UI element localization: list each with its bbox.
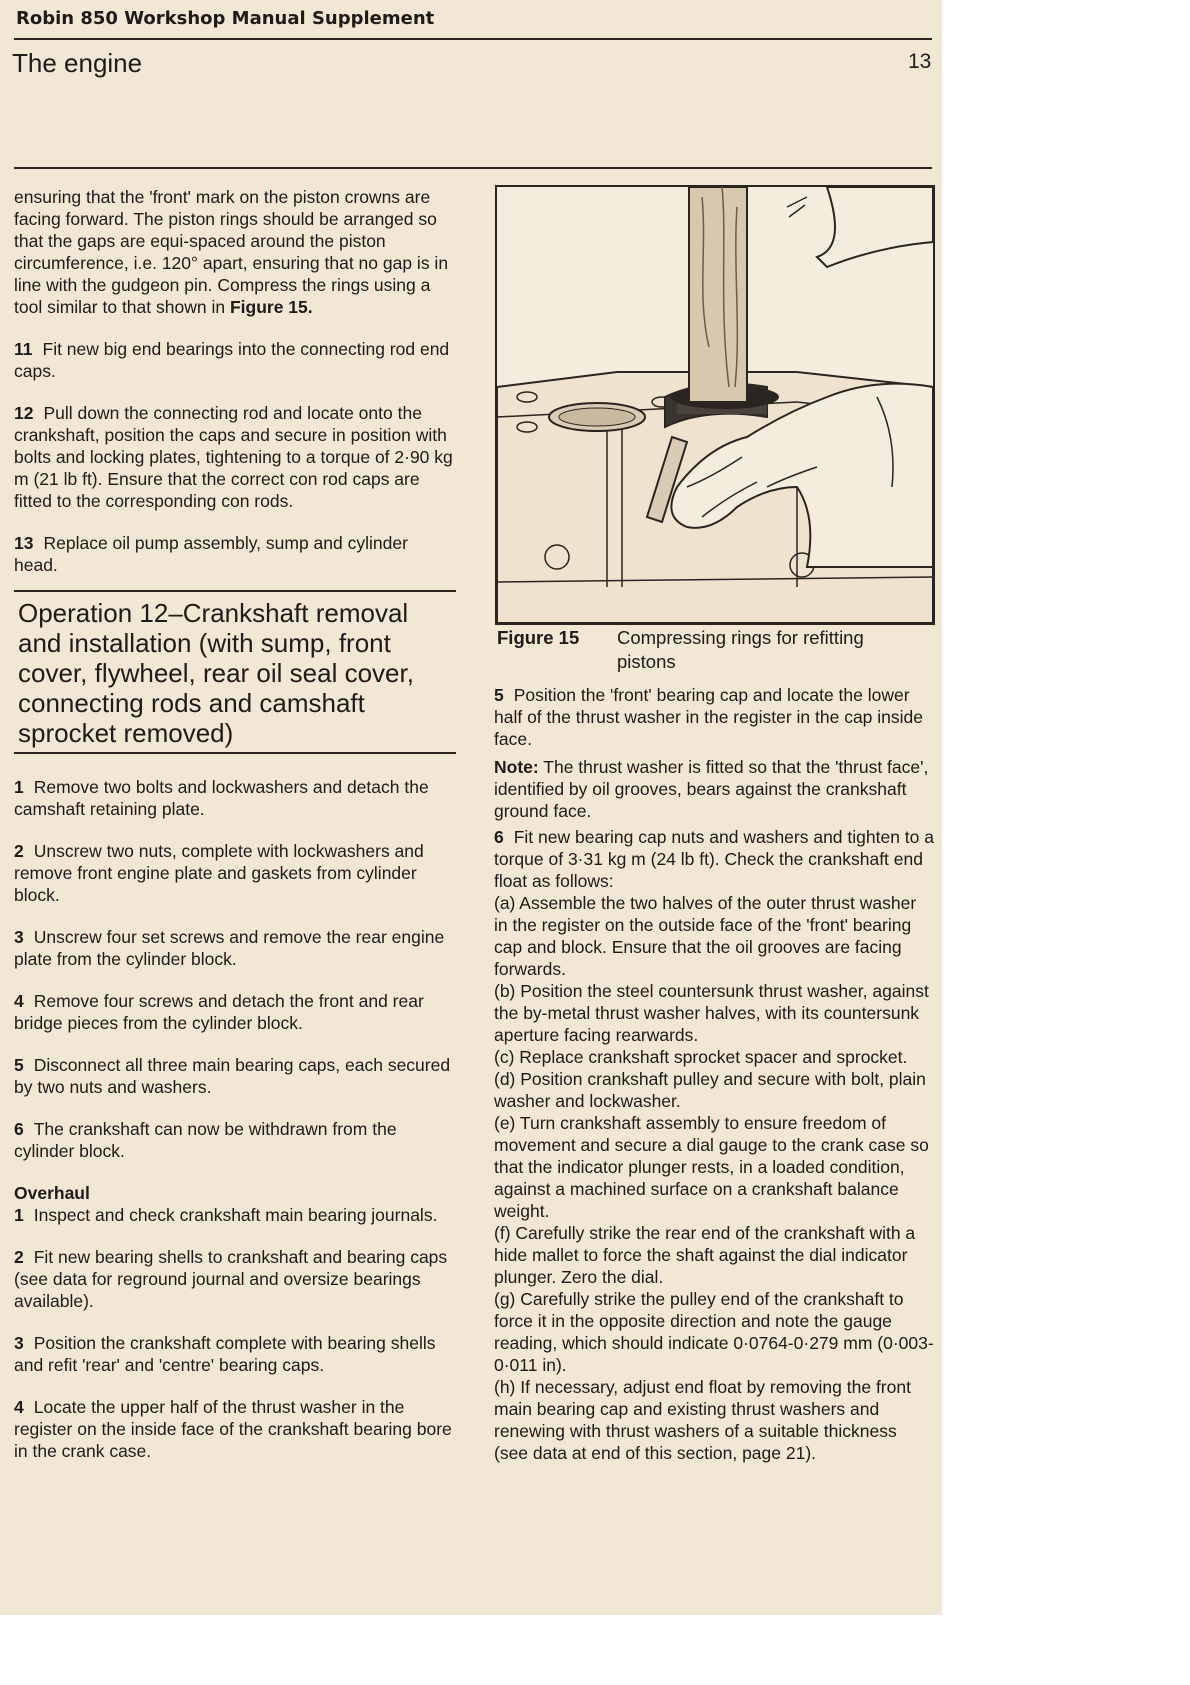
op-step-6: 6 The crankshaft can now be withdrawn from the cylinder block.: [14, 1119, 397, 1161]
ring-compressor-drawing: [497, 187, 933, 623]
substep-d: (d) Position crankshaft pulley and secure with bolt, plain washer and lockwasher.: [494, 1069, 926, 1111]
overhaul-step-1: 1 Inspect and check crankshaft main bearing journals.: [14, 1205, 438, 1225]
op-step-1: 1 Remove two bolts and lockwashers and detach the camshaft retaining plate.: [14, 777, 429, 819]
left-column: [14, 186, 456, 1482]
substep-f: (f) Carefully strike the rear end of the crankshaft with a hide mallet to force the shaft against the dial indicator plunger. Zero the dial.: [494, 1223, 916, 1287]
substep-a: (a) Assemble the two halves of the outer thrust washer in the register on the outside face of the 'front' bearing cap and block. Ensure that the oil grooves are facing forwards.: [494, 893, 917, 979]
op-step-5: 5 Disconnect all three main bearing caps, each secured by two nuts and washers.: [14, 1055, 451, 1097]
manual-title: Robin 850 Workshop Manual Supplement: [16, 8, 435, 29]
intro-paragraph: ensuring that the 'front' mark on the piston crowns are facing forward. The piston rings should be arranged so that the gaps are equi-spaced around the piston circumference, i.e. 120° apart, ensuring that no gap is in line with the gudgeon pin. Compress the rings using a tool similar to that shown in Figure 15.: [14, 187, 449, 317]
figure-label: Figure 15: [497, 627, 580, 648]
op-step-3: 3 Unscrew four set screws and remove the rear engine plate from the cylinder block.: [14, 927, 445, 969]
substep-g: (g) Carefully strike the pulley end of the crankshaft to force it in the opposite direction and note the gauge reading, which should indicate 0·0764-0·279 mm (0·003-0·011 in).: [494, 1289, 934, 1375]
step-6: 6 Fit new bearing cap nuts and washers and tighten to a torque of 3·31 kg m (24 lb ft). Check the crankshaft end float as follows:: [494, 827, 934, 891]
step-5: 5 Position the 'front' bearing cap and locate the lower half of the thrust washer in the register in the cap inside face.: [494, 685, 923, 749]
substep-b: (b) Position the steel countersunk thrust washer, against the by-metal thrust washer halves, with its countersunk aperture facing rearwards.: [494, 981, 929, 1045]
overhaul-step-2: 2 Fit new bearing shells to crankshaft and bearing caps (see data for reground journal and oversize bearings available).: [14, 1247, 448, 1311]
step-12: 12 Pull down the connecting rod and locate onto the crankshaft, position the caps and secure in position with bolts and locking plates, tightening to a torque of 2·90 kg m (21 lb ft). Ensure that the correct con rod caps are fitted to the corresponding con rods.: [14, 403, 453, 511]
section-title: The engine: [12, 48, 143, 78]
substep-c: (c) Replace crankshaft sprocket spacer and sprocket.: [494, 1047, 908, 1067]
figure-caption-text: Compressing rings for refitting pistons: [617, 627, 864, 672]
step-11: 11 Fit new big end bearings into the connecting rod end caps.: [14, 339, 450, 381]
overhaul-step-3: 3 Position the crankshaft complete with bearing shells and refit 'rear' and 'centre' bearing caps.: [14, 1333, 436, 1375]
note: Note: The thrust washer is fitted so that the 'thrust face', identified by oil grooves, bears against the crankshaft ground face.: [494, 757, 929, 821]
op-step-4: 4 Remove four screws and detach the front and rear bridge pieces from the cylinder block.: [14, 991, 424, 1033]
figure-reference: Figure 15.: [229, 297, 313, 317]
page-number: 13: [908, 50, 932, 73]
substep-h: (h) If necessary, adjust end float by removing the front main bearing cap and existing thrust washers and renewing with thrust washers of a suitable thickness (see data at end of this section, page 21).: [494, 1377, 911, 1463]
op-step-2: 2 Unscrew two nuts, complete with lockwashers and remove front engine plate and gaskets from cylinder block.: [14, 841, 424, 905]
right-column: [494, 684, 934, 1464]
substep-e: (e) Turn crankshaft assembly to ensure freedom of movement and secure a dial gauge to the crank case so that the indicator plunger rests, in a loaded condition, against a machined surface on a crankshaft balance weight.: [494, 1113, 929, 1221]
operation-heading: Operation 12–Crankshaft removal and installation (with sump, front cover, flywheel, rear oil seal cover, connecting rods and camshaft sprocket removed): [14, 590, 456, 754]
overhaul-heading: Overhaul: [14, 1183, 90, 1203]
figure-15-illustration: [495, 185, 935, 625]
figure-caption: [497, 626, 937, 674]
header-rule: [14, 38, 932, 40]
step-13: 13 Replace oil pump assembly, sump and cylinder head.: [14, 533, 408, 575]
section-rule: [14, 167, 932, 169]
overhaul-step-4: 4 Locate the upper half of the thrust washer in the register on the inside face of the crankshaft bearing bore in the crank case.: [14, 1397, 452, 1461]
